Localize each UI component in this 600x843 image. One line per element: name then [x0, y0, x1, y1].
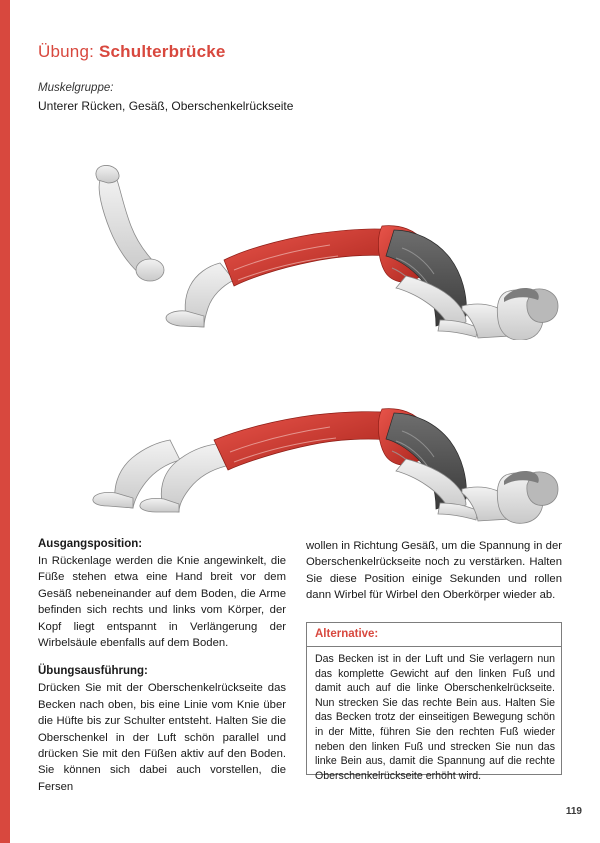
alternative-text: Das Becken ist in der Luft und Sie verlagern nun das komplette Gewicht auf den linken Fuß und damit auch auf die linke Oberschenkelrückseite. Nun strecken Sie das rechte Bein aus. Halten Sie das Becken trotz der einseitigen Bewegung schön in der Mitte, führen Sie den rechten Fuß wieder neben den linken Fuß und strecken Sie nun das linke Bein aus, damit die Spannung auf die rechte Oberschenkelrückseite erhöht wird. — [315, 653, 555, 782]
execution-heading: Übungsausführung: — [38, 665, 148, 678]
alternative-box — [306, 622, 562, 782]
muscle-group-value: Unterer Rücken, Gesäß, Oberschenkelrückseite — [38, 99, 294, 113]
paragraph-gap — [38, 651, 286, 665]
exercise-illustration — [38, 130, 562, 525]
text-column-right — [306, 538, 562, 604]
start-position-text: In Rückenlage werden die Knie angewinkelt, die Füße stehen etwa eine Hand breit vor dem Gesäß nebeneinander auf dem Boden, die Arme befinden sich rechts und links vom Körper, der Kopf liegt entspannt in Verlängerung der Wirbelsäule ebenfalls auf dem Boden. — [38, 555, 286, 650]
page-content — [38, 0, 562, 843]
execution-text-part1: Drücken Sie mit der Oberschenkelrückseite das Becken nach oben, bis eine Linie vom Knie über die Hüfte bis zur Schulter entsteht. Halten Sie die Oberschenkel in der Luft schön parallel und drücken Sie mit den Füßen aktiv auf den Boden. Sie können sich dabei auch vorstellen, die Fersen — [38, 682, 286, 793]
shoulder-bridge-figure-icon — [38, 130, 562, 340]
page-number: 119 — [565, 806, 582, 817]
page-accent-bar — [0, 0, 10, 843]
figure-top — [38, 130, 562, 330]
exercise-name: Schulterbrücke — [98, 42, 226, 61]
start-position-heading: Ausgangsposition: — [38, 538, 143, 550]
alternative-divider — [307, 646, 561, 647]
alternative-heading: Alternative: — [315, 628, 379, 640]
shoulder-bridge-figure-icon — [38, 320, 562, 525]
page-title — [38, 42, 226, 62]
figure-bottom — [38, 320, 562, 520]
exercise-label: Übung: — [38, 42, 95, 61]
execution-text-part2: wollen in Richtung Gesäß, um die Spannung in der Oberschenkelrückseite noch zu verstärken. Halten Sie diese Position einige Sekunden und rollen dann Wirbel für Wirbel den Oberkörper wieder ab. — [306, 540, 562, 602]
muscle-group-label: Muskelgruppe: — [38, 82, 114, 94]
text-column-left — [38, 538, 286, 795]
